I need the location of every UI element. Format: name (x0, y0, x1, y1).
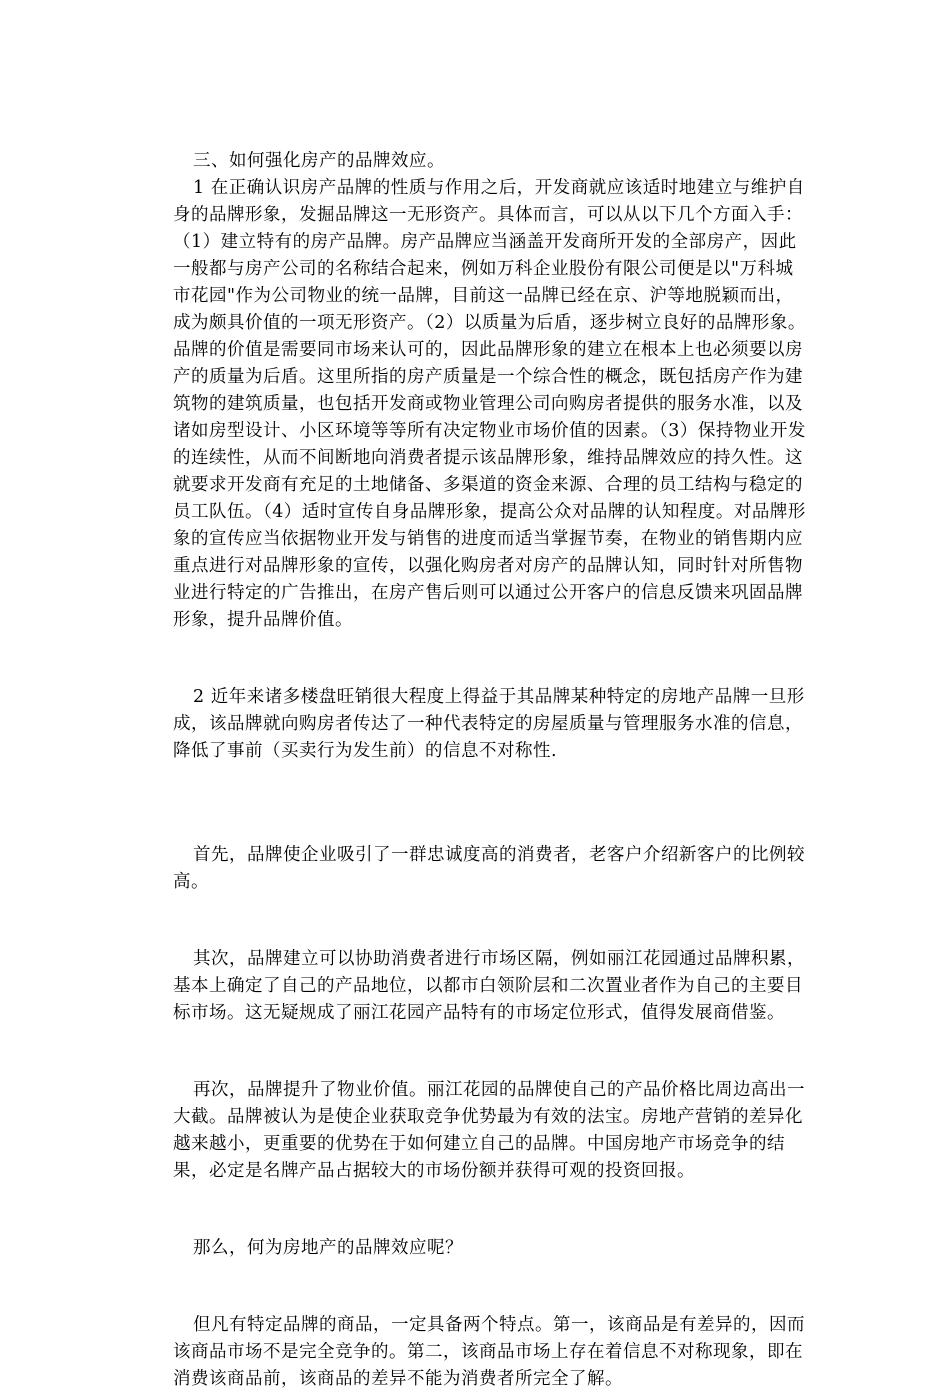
paragraph-gap (173, 896, 809, 946)
paragraph-gap (173, 1027, 809, 1077)
paragraph-gap (173, 765, 809, 842)
paragraph-2: 2 近年来诸多楼盘旺销很大程度上得益于其品牌某种特定的房地产品牌一旦形成，该品牌就向购房者传达了一种代表特定的房屋质量与管理服务水准的信息，降低了事前（买卖行为发生前）的信息不对称性. (173, 687, 805, 761)
document-body (173, 148, 809, 1393)
paragraph-gap (173, 1262, 809, 1312)
paragraph-1: 1 在正确认识房产品牌的性质与作用之后，开发商就应该适时地建立与维护自身的品牌形象，发掘品牌这一无形资产。具体而言，可以从以下几个方面入手：（1）建立特有的房产品牌。房产品牌应当涵盖开发商所开发的全部房产，因此一般都与房产公司的名称结合起来，例如万科企业股份有限公司便是以"万科城市花园"作为公司物业的统一品牌，目前这一品牌已经在京、沪等地脱颖而出，成为颇具价值的一项无形资产。（2）以质量为后盾，逐步树立良好的品牌形象。品牌的价值是需要同市场来认可的，因此品牌形象的建立在根本上也必须要以房产的质量为后盾。这里所指的房产质量是一个综合性的概念，既包括房产作为建筑物的建筑质量，也包括开发商或物业管理公司向购房者提供的服务水准，以及诸如房型设计、小区环境等等所有决定物业市场价值的因素。（3）保持物业开发的连续性，从而不间断地向消费者提示该品牌形象，维持品牌效应的持久性。这就要求开发商有充足的土地储备、多渠道的资金来源、合理的员工结构与稳定的员工队伍。（4）适时宣传自身品牌形象，提高公众对品牌的认知程度。对品牌形象的宣传应当依据物业开发与销售的进度而适当掌握节奏，在物业的销售期内应重点进行对品牌形象的宣传，以强化购房者对房产的品牌认知，同时针对所售物业进行特定的广告推出，在房产售后则可以通过公开客户的信息反馈来巩固品牌形象，提升品牌价值。 (173, 178, 806, 630)
section-heading: 三、如何强化房产的品牌效应。 (193, 151, 445, 171)
paragraph-gap (173, 634, 809, 684)
paragraph-gap (173, 1185, 809, 1235)
paragraph-7: 但凡有特定品牌的商品，一定具备两个特点。第一，该商品是有差异的，因而该商品市场不是完全竞争的。第二，该商品市场上存在着信息不对称现象，即在消费该商品前，该商品的差异不能为消费者所完全了解。 (173, 1315, 805, 1389)
paragraph-6: 那么，何为房地产的品牌效应呢？ (193, 1238, 463, 1258)
paragraph-5: 再次，品牌提升了物业价值。丽江花园的品牌使自己的产品价格比周边高出一大截。品牌被认为是使企业获取竞争优势最为有效的法宝。房地产营销的差异化越来越小，更重要的优势在于如何建立自己的品牌。中国房地产市场竞争的结果，必定是名牌产品占据较大的市场份额并获得可观的投资回报。 (173, 1080, 805, 1181)
paragraph-3: 首先，品牌使企业吸引了一群忠诚度高的消费者，老客户介绍新客户的比例较高。 (173, 845, 805, 892)
paragraph-4: 其次，品牌建立可以协助消费者进行市场区隔，例如丽江花园通过品牌积累，基本上确定了自己的产品地位，以都市白领阶层和二次置业者作为自己的主要目标市场。这无疑规成了丽江花园产品特有的市场定位形式，值得发展商借鉴。 (173, 949, 805, 1023)
